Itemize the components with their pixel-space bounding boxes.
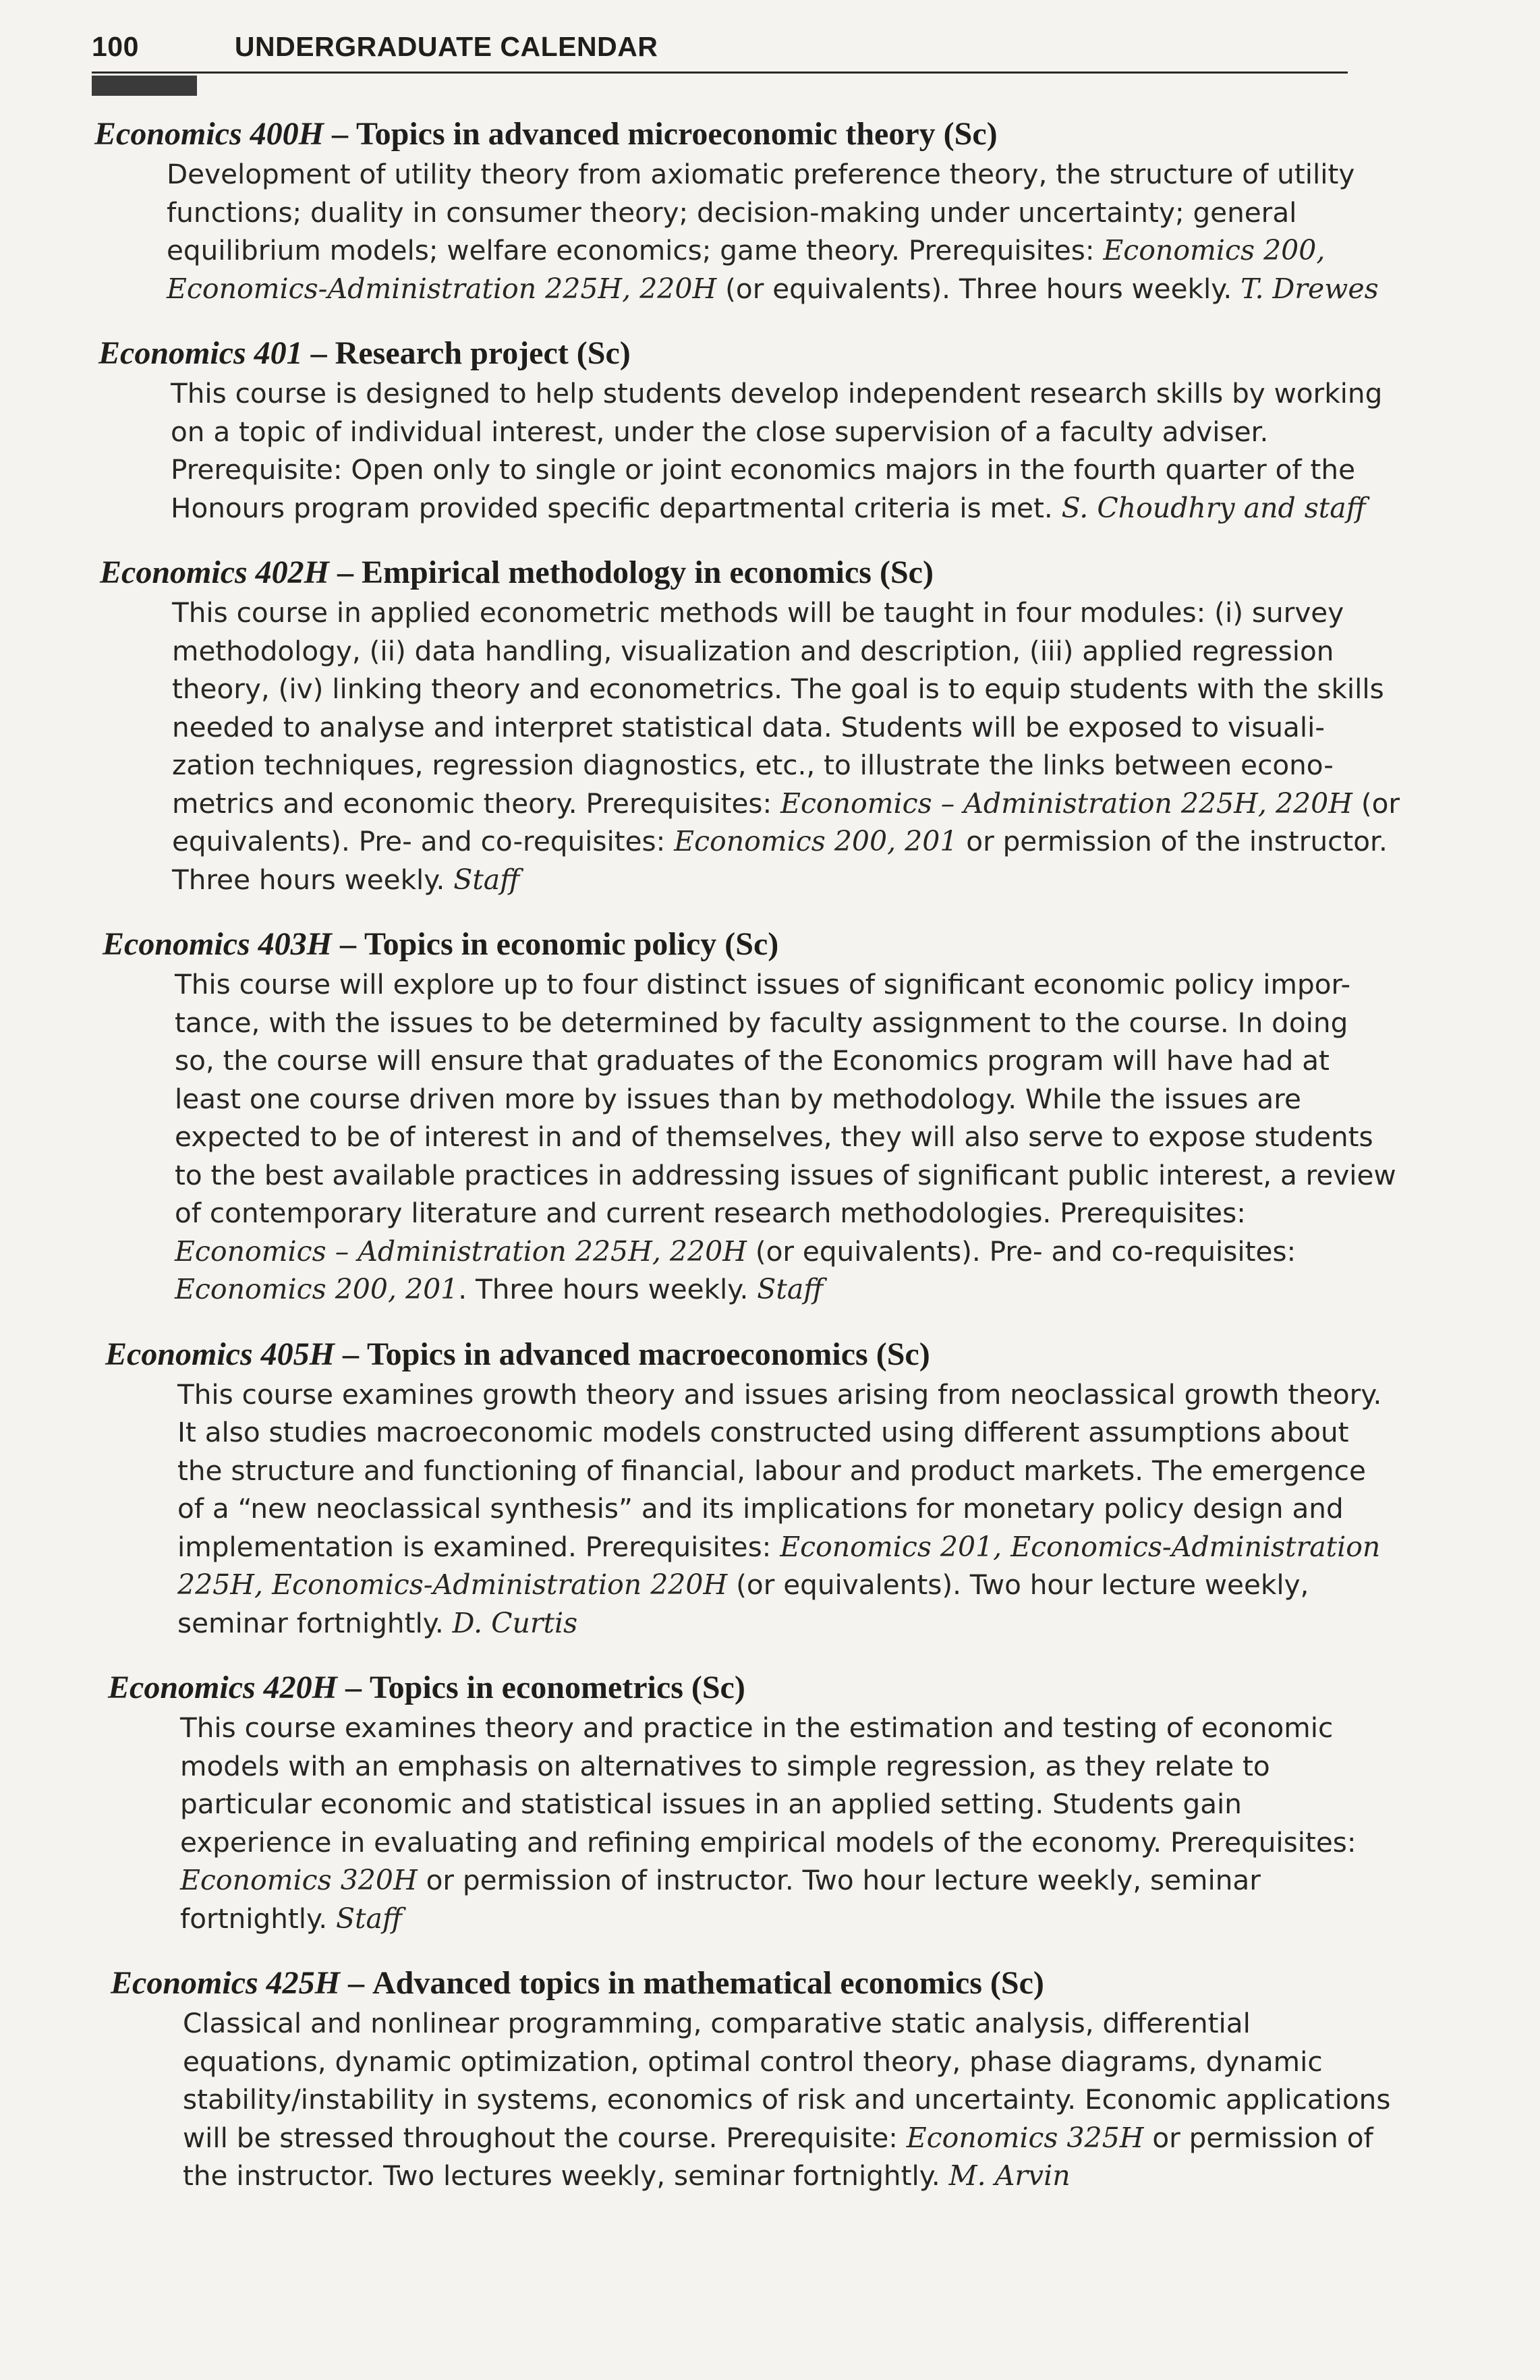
description-text: seminar fortnightly. bbox=[177, 1606, 453, 1639]
course-separator: – bbox=[348, 1965, 365, 2001]
course-heading bbox=[98, 333, 1363, 374]
description-line bbox=[171, 451, 1365, 489]
description-text: equilibrium models; welfare economics; game theory. Prerequisites: bbox=[167, 234, 1104, 266]
description-text: expected to be of interest in and of themselves, they will also serve to expose students bbox=[175, 1121, 1373, 1153]
description-text: stability/instability in systems, economics of risk and uncertainty. Economic applications bbox=[183, 2083, 1391, 2116]
italic-reference: T. Drewes bbox=[1240, 272, 1379, 305]
course-description bbox=[180, 1709, 1374, 1937]
italic-reference: Economics 320H bbox=[180, 1864, 418, 1896]
course-separator: – bbox=[343, 1336, 360, 1372]
description-line bbox=[167, 194, 1361, 232]
course-title: Topics in advanced microeconomic theory (Sc) bbox=[356, 116, 998, 152]
description-line bbox=[183, 2004, 1377, 2043]
italic-reference: Staff bbox=[453, 863, 520, 896]
course-title: Topics in advanced macroeconomics (Sc) bbox=[367, 1336, 930, 1372]
description-line bbox=[172, 746, 1366, 785]
course-description bbox=[175, 965, 1396, 1309]
course-list bbox=[94, 113, 1400, 2220]
description-text: This course will explore up to four distinct issues of significant economic policy impor- bbox=[175, 968, 1351, 1000]
description-line bbox=[177, 1413, 1371, 1452]
italic-reference: Staff bbox=[335, 1902, 402, 1935]
description-text: the instructor. Two lectures weekly, seminar fortnightly. bbox=[183, 2159, 949, 2192]
italic-reference: Economics 200, 201 bbox=[175, 1273, 459, 1305]
description-text: Three hours weekly. bbox=[172, 863, 454, 896]
description-line bbox=[171, 413, 1365, 451]
italic-reference: Economics 200, bbox=[1103, 234, 1325, 266]
description-line bbox=[172, 708, 1366, 747]
course-entry bbox=[94, 552, 1400, 899]
course-heading bbox=[94, 113, 1363, 155]
description-text: needed to analyse and interpret statistical data. Students will be exposed to visuali- bbox=[172, 710, 1325, 743]
description-line bbox=[175, 965, 1369, 1004]
description-text: Development of utility theory from axiomatic preference theory, the structure of utility bbox=[167, 158, 1355, 190]
description-text: . Three hours weekly. bbox=[458, 1273, 758, 1305]
description-line bbox=[183, 2119, 1377, 2157]
course-title: Empirical methodology in economics (Sc) bbox=[362, 555, 934, 590]
description-text: Classical and nonlinear programming, comparative static analysis, differential bbox=[183, 2007, 1251, 2039]
italic-reference: Economics 200, 201 bbox=[674, 825, 958, 857]
course-code: Economics 403H bbox=[103, 926, 333, 962]
course-separator: – bbox=[345, 1670, 362, 1705]
description-text: to the best available practices in addressing issues of significant public interest, a review bbox=[175, 1158, 1396, 1191]
description-line bbox=[172, 670, 1384, 708]
description-line bbox=[180, 1785, 1374, 1823]
description-text: It also studies macroeconomic models constructed using different assumptions about bbox=[177, 1416, 1349, 1448]
description-text: (or equivalents). Three hours weekly. bbox=[716, 272, 1241, 305]
description-text: This course is designed to help students develop independent research skills by working bbox=[171, 377, 1383, 409]
course-heading bbox=[108, 1667, 1363, 1709]
course-separator: – bbox=[332, 116, 349, 152]
description-text: Prerequisite: Open only to single or joint economics majors in the fourth quarter of the bbox=[171, 453, 1355, 486]
description-text: implementation is examined. Prerequisites: bbox=[177, 1530, 780, 1563]
description-line bbox=[175, 1004, 1369, 1042]
description-line bbox=[177, 1566, 1371, 1604]
description-text: models with an emphasis on alternatives to simple regression, as they relate to bbox=[180, 1749, 1270, 1782]
course-entry bbox=[94, 1667, 1363, 1937]
description-line bbox=[177, 1376, 1382, 1414]
description-text: This course examines growth theory and issues arising from neoclassical growth theory. bbox=[177, 1378, 1382, 1411]
course-entry bbox=[94, 113, 1379, 308]
course-code: Economics 425H bbox=[111, 1965, 341, 2001]
description-text: particular economic and statistical issues in an applied setting. Students gain bbox=[180, 1788, 1242, 1820]
course-description bbox=[171, 374, 1383, 527]
description-text: or permission of bbox=[1143, 2121, 1373, 2154]
italic-reference: Economics 201, Economics-Administration bbox=[780, 1530, 1381, 1563]
description-line bbox=[172, 594, 1366, 632]
description-text: theory, (iv) linking theory and econometrics. The goal is to equip students with the skills bbox=[172, 673, 1384, 705]
course-title: Advanced topics in mathematical economics (Sc) bbox=[372, 1965, 1044, 2001]
description-line bbox=[171, 374, 1383, 413]
italic-reference: Economics – Administration 225H, 220H bbox=[780, 787, 1352, 820]
course-code: Economics 402H bbox=[100, 555, 330, 590]
course-separator: – bbox=[340, 926, 357, 962]
course-heading bbox=[111, 1962, 1363, 2004]
course-separator: – bbox=[310, 335, 327, 371]
course-description bbox=[177, 1376, 1382, 1643]
description-text: functions; duality in consumer theory; decision-making under uncertainty; general bbox=[167, 196, 1297, 229]
course-code: Economics 420H bbox=[108, 1670, 338, 1705]
description-line bbox=[180, 1900, 1374, 1938]
description-line bbox=[177, 1528, 1381, 1566]
description-text: equivalents). Pre- and co-requisites: bbox=[172, 825, 675, 857]
description-line bbox=[172, 822, 1388, 861]
description-line bbox=[167, 270, 1379, 308]
description-text: zation techniques, regression diagnostics, etc., to illustrate the links between econo- bbox=[172, 749, 1334, 781]
description-text: Honours program provided specific departmental criteria is met. bbox=[171, 491, 1062, 524]
running-head bbox=[92, 31, 1346, 73]
course-description bbox=[172, 594, 1400, 899]
description-line bbox=[183, 2157, 1377, 2195]
course-description bbox=[167, 155, 1379, 308]
course-code: Economics 400H bbox=[94, 116, 324, 152]
course-heading bbox=[105, 1334, 1363, 1376]
description-line bbox=[177, 1452, 1371, 1490]
italic-reference: Staff bbox=[757, 1273, 824, 1305]
description-line bbox=[183, 2080, 1391, 2119]
description-line bbox=[172, 861, 1366, 899]
italic-reference: Economics-Administration 225H, 220H bbox=[167, 272, 717, 305]
page-number: 100 bbox=[92, 31, 139, 62]
description-text: metrics and economic theory. Prerequisites: bbox=[172, 787, 781, 820]
description-text: or permission of instructor. Two hour lecture weekly, seminar bbox=[417, 1864, 1261, 1896]
description-line bbox=[175, 1156, 1396, 1195]
description-line bbox=[175, 1080, 1369, 1118]
description-text: methodology, (ii) data handling, visualization and description, (iii) applied regression bbox=[172, 634, 1334, 667]
course-code: Economics 405H bbox=[105, 1336, 335, 1372]
description-line bbox=[172, 785, 1400, 823]
description-text: (or bbox=[1352, 787, 1400, 820]
course-code: Economics 401 bbox=[98, 335, 303, 371]
description-text: on a topic of individual interest, under the close supervision of a faculty adviser. bbox=[171, 415, 1269, 448]
description-line bbox=[175, 1194, 1369, 1232]
description-line bbox=[177, 1604, 1371, 1643]
description-text: This course examines theory and practice in the estimation and testing of economic bbox=[180, 1711, 1334, 1744]
description-text: of contemporary literature and current research methodologies. Prerequisites: bbox=[175, 1197, 1246, 1229]
description-line bbox=[175, 1270, 1369, 1309]
description-text: fortnightly. bbox=[180, 1902, 336, 1935]
italic-reference: Economics – Administration 225H, 220H bbox=[175, 1235, 747, 1268]
description-line bbox=[180, 1861, 1374, 1900]
description-line bbox=[175, 1232, 1369, 1271]
description-line bbox=[180, 1823, 1374, 1862]
description-text: the structure and functioning of financial, labour and product markets. The emergence bbox=[177, 1454, 1366, 1487]
description-line bbox=[183, 2043, 1377, 2081]
course-heading bbox=[103, 924, 1363, 965]
course-description bbox=[183, 2004, 1391, 2195]
course-entry bbox=[94, 1334, 1382, 1643]
description-text: (or equivalents). Two hour lecture weekly, bbox=[727, 1568, 1309, 1601]
description-text: This course in applied econometric methods will be taught in four modules: (i) survey bbox=[172, 596, 1344, 629]
italic-reference: 225H, Economics-Administration 220H bbox=[177, 1568, 728, 1601]
header-title: UNDERGRADUATE CALENDAR bbox=[234, 31, 658, 62]
description-text: tance, with the issues to be determined by faculty assignment to the course. In doing bbox=[175, 1006, 1348, 1039]
description-text: or permission of the instructor. bbox=[957, 825, 1388, 857]
description-text: equations, dynamic optimization, optimal control theory, phase diagrams, dynamic bbox=[183, 2045, 1323, 2078]
italic-reference: S. Choudhry and staff bbox=[1061, 491, 1366, 524]
course-heading bbox=[100, 552, 1363, 594]
header-tab-marker bbox=[92, 76, 197, 96]
description-line bbox=[172, 632, 1366, 671]
description-line bbox=[180, 1747, 1374, 1786]
header-rule bbox=[92, 72, 1348, 74]
description-line bbox=[180, 1709, 1374, 1747]
description-line bbox=[175, 1118, 1373, 1156]
description-text: experience in evaluating and refining empirical models of the economy. Prerequisites: bbox=[180, 1825, 1357, 1859]
description-text: least one course driven more by issues than by methodology. While the issues are bbox=[175, 1082, 1301, 1115]
course-entry bbox=[94, 1962, 1391, 2195]
course-entry bbox=[94, 924, 1396, 1309]
italic-reference: Economics 325H bbox=[906, 2121, 1144, 2154]
description-line bbox=[171, 489, 1365, 528]
description-text: so, the course will ensure that graduates of the Economics program will have had at bbox=[175, 1044, 1330, 1077]
course-entry bbox=[94, 333, 1383, 527]
course-separator: – bbox=[337, 555, 354, 590]
description-line bbox=[167, 231, 1361, 270]
description-line bbox=[175, 1042, 1369, 1080]
description-line bbox=[167, 155, 1361, 194]
description-text: of a “new neoclassical synthesis” and its implications for monetary policy design and bbox=[177, 1492, 1344, 1525]
course-title: Research project (Sc) bbox=[335, 335, 631, 371]
course-title: Topics in econometrics (Sc) bbox=[370, 1670, 745, 1705]
description-text: will be stressed throughout the course. Prerequisite: bbox=[183, 2121, 907, 2154]
description-line bbox=[177, 1490, 1371, 1528]
description-text: (or equivalents). Pre- and co-requisites: bbox=[746, 1235, 1296, 1268]
italic-reference: M. Arvin bbox=[948, 2159, 1071, 2192]
course-title: Topics in economic policy (Sc) bbox=[364, 926, 779, 962]
italic-reference: D. Curtis bbox=[452, 1606, 578, 1639]
